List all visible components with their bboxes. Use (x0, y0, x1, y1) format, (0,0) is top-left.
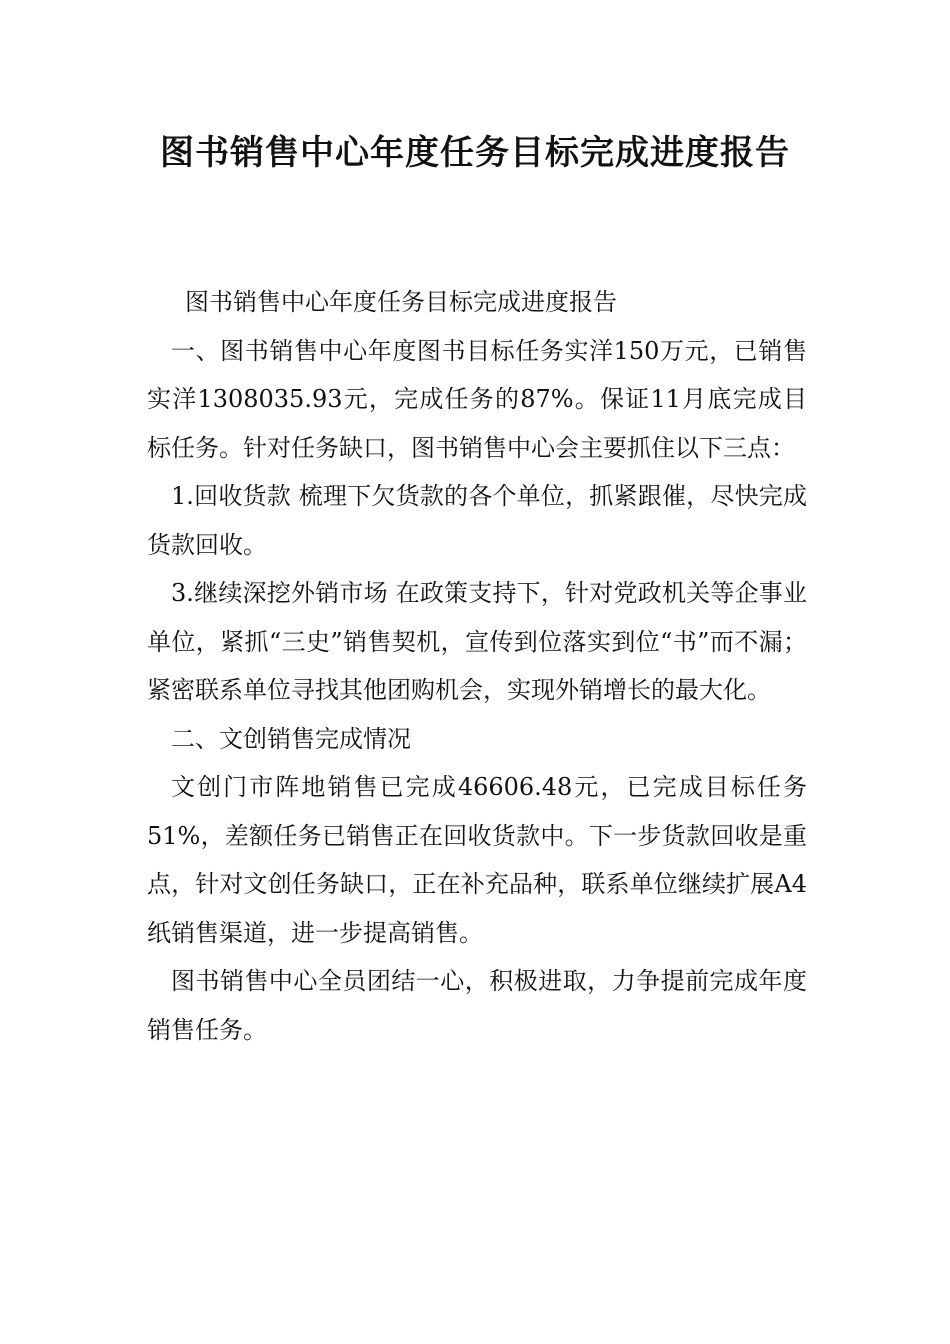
section-heading-cultural-sales: 二、文创销售完成情况 (171, 724, 411, 753)
document-title: 图书销售中心年度任务目标完成进度报告 (160, 133, 790, 173)
paragraph-book-sales: 一、图书销售中心年度图书目标任务实洋150万元，已销售实洋1308035.93元，完成任务的87%。保证11月底完成目标任务。针对任务缺口，图书销售中心会主要抓住以下三点： (147, 336, 807, 462)
paragraph-conclusion: 图书销售中心全员团结一心，积极进取，力争提前完成年度销售任务。 (147, 967, 807, 1044)
paragraph-external-market: 3.继续深挖外销市场 在政策支持下，针对党政机关等企事业单位，紧抓“三史”销售契机，宣传到位落实到位“书”而不漏；紧密联系单位寻找其他团购机会，实现外销增长的最大化。 (147, 579, 807, 704)
paragraph-payment-collection: 1.回收货款 梳理下欠货款的各个单位，抓紧跟催，尽快完成货款回收。 (147, 482, 807, 559)
document-body (147, 278, 807, 1054)
paragraph-subtitle: 图书销售中心年度任务目标完成进度报告 (185, 288, 617, 316)
paragraph-cultural-sales: 文创门市阵地销售已完成46606.48元，已完成目标任务51%，差额任务已销售正在回收货款中。下一步货款回收是重点，针对文创任务缺口，正在补充品种，联系单位继续扩展A4纸销售渠道，进一步提高销售。 (147, 773, 807, 947)
